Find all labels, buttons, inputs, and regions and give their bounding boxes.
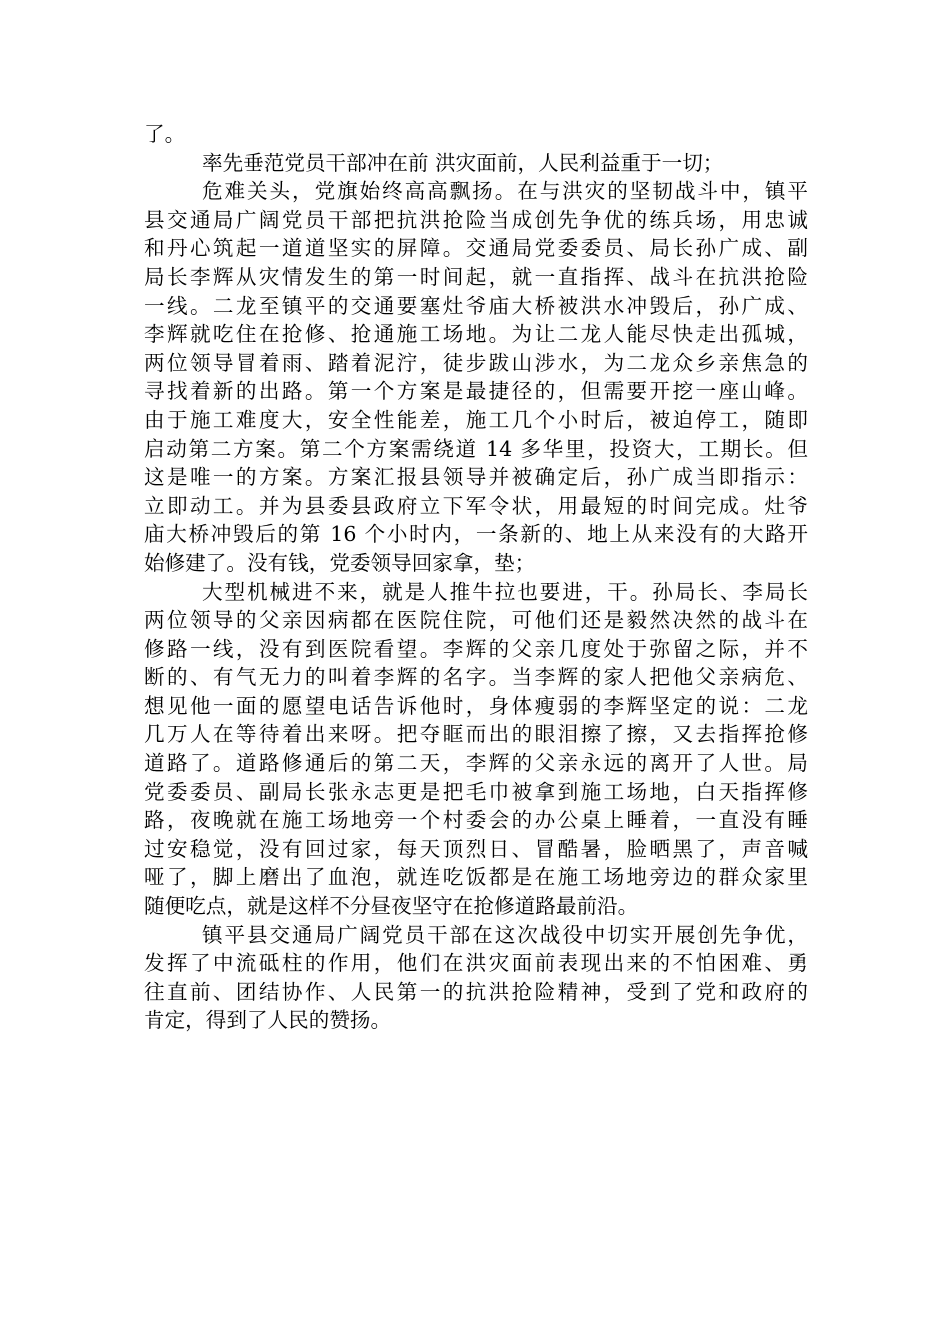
text-line: 肯定，得到了人民的赞扬。 bbox=[144, 1008, 392, 1033]
text-line: 两位领导的父亲因病都在医院住院，可他们还是毅然决然的战斗在 bbox=[144, 608, 808, 633]
text-line: 了。 bbox=[144, 122, 186, 146]
text-line: 县交通局广阔党员干部把抗洪抢险当成创先争优的练兵场，用忠诚 bbox=[144, 207, 808, 232]
text-line: 两位领导冒着雨、踏着泥泞，徒步跋山涉水，为二龙众乡亲焦急的 bbox=[144, 350, 808, 375]
text-line: 路，夜晚就在施工场地旁一个村委会的办公桌上睡着，一直没有睡 bbox=[144, 808, 808, 833]
text-line: 几万人在等待着出来呀。把夺眶而出的眼泪擦了擦，又去指挥抢修 bbox=[144, 722, 808, 747]
text-line: 发挥了中流砥柱的作用，他们在洪灾面前表现出来的不怕困难、勇 bbox=[144, 951, 808, 976]
text-line: 立即动工。并为县委县政府立下军令状，用最短的时间完成。灶爷 bbox=[144, 493, 808, 518]
text-line: 党委委员、副局长张永志更是把毛巾被拿到施工场地，白天指挥修 bbox=[144, 779, 808, 804]
text-line: 随便吃点，就是这样不分昼夜坚守在抢修道路最前沿。 bbox=[144, 894, 639, 919]
text-line: 过安稳觉，没有回过家，每天顶烈日、冒酷暑，脸晒黑了，声音喊 bbox=[144, 836, 808, 861]
document-body bbox=[144, 120, 808, 1035]
text-line: 由于施工难度大，安全性能差，施工几个小时后，被迫停工，随即 bbox=[144, 407, 808, 432]
text-line: 危难关头，党旗始终高高飘扬。在与洪灾的坚韧战斗中，镇平 bbox=[202, 179, 808, 204]
text-line: 哑了，脚上磨出了血泡，就连吃饭都是在施工场地旁边的群众家里 bbox=[144, 865, 808, 890]
text-line: 往直前、团结协作、人民第一的抗洪抢险精神，受到了党和政府的 bbox=[144, 979, 808, 1004]
text-line: 一线。二龙至镇平的交通要塞灶爷庙大桥被洪水冲毁后，孙广成、 bbox=[144, 293, 808, 318]
text-line: 始修建了。没有钱，党委领导回家拿，垫； bbox=[144, 550, 536, 575]
text-line: 这是唯一的方案。方案汇报县领导并被确定后，孙广成当即指示： bbox=[144, 465, 808, 490]
text-line: 率先垂范党员干部冲在前 洪灾面前，人民利益重于一切； bbox=[202, 150, 724, 175]
text-line: 启动第二方案。第二个方案需绕道 14 多华里，投资大，工期长。但 bbox=[144, 436, 808, 461]
text-line: 局长李辉从灾情发生的第一时间起，就一直指挥、战斗在抗洪抢险 bbox=[144, 264, 808, 289]
text-line: 镇平县交通局广阔党员干部在这次战役中切实开展创先争优， bbox=[202, 922, 808, 947]
text-line: 寻找着新的出路。第一个方案是最捷径的，但需要开挖一座山峰。 bbox=[144, 379, 808, 404]
text-line: 大型机械进不来，就是人推牛拉也要进，干。孙局长、李局长 bbox=[202, 579, 808, 604]
text-line: 和丹心筑起一道道坚实的屏障。交通局党委委员、局长孙广成、副 bbox=[144, 236, 808, 261]
text-line: 庙大桥冲毁后的第 16 个小时内，一条新的、地上从来没有的大路开 bbox=[144, 522, 808, 547]
text-line: 断的、有气无力的叫着李辉的名字。当李辉的家人把他父亲病危、 bbox=[144, 665, 808, 690]
text-line: 想见他一面的愿望电话告诉他时，身体瘦弱的李辉坚定的说：二龙 bbox=[144, 693, 808, 718]
text-line: 修路一线，没有到医院看望。李辉的父亲几度处于弥留之际，并不 bbox=[144, 636, 808, 661]
text-line: 道路了。道路修通后的第二天，李辉的父亲永远的离开了人世。局 bbox=[144, 751, 808, 776]
text-line: 李辉就吃住在抢修、抢通施工场地。为让二龙人能尽快走出孤城， bbox=[144, 322, 808, 347]
